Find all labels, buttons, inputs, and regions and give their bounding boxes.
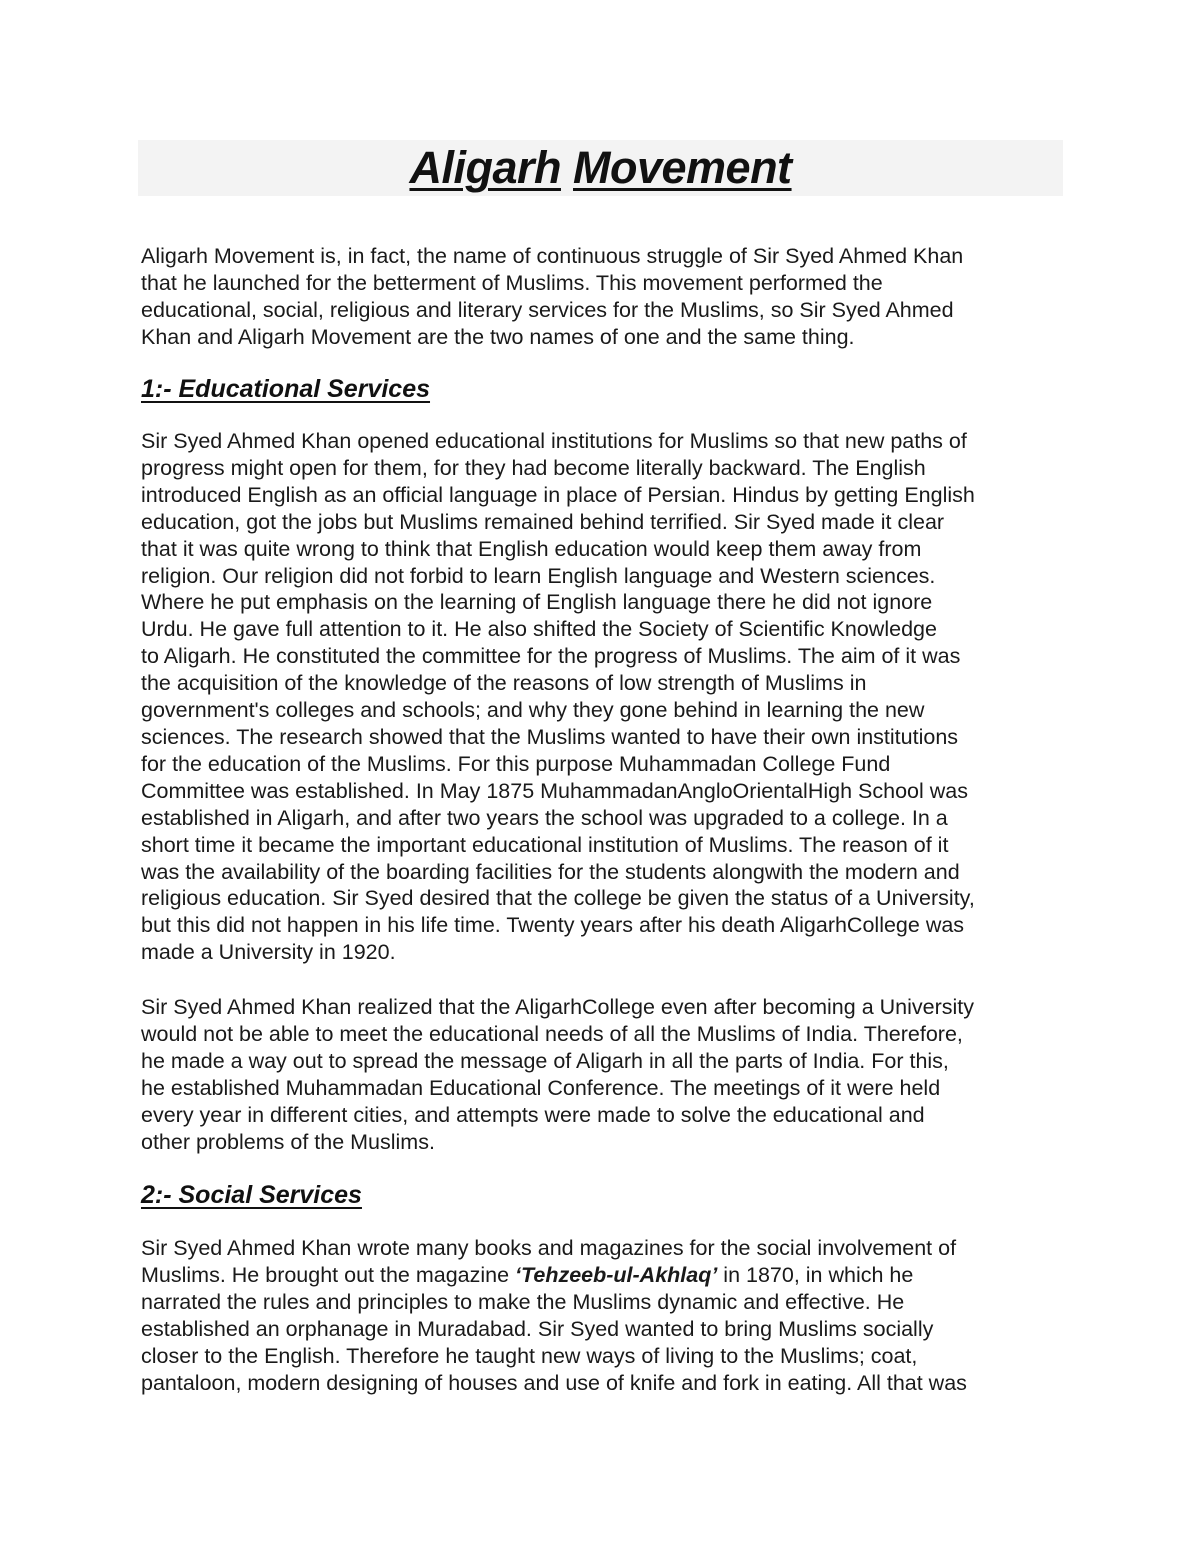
text-line: established an orphanage in Muradabad. Sir Syed wanted to bring Muslims socially: [141, 1316, 934, 1341]
text-line: Urdu. He gave full attention to it. He also shifted the Society of Scientific Knowledge: [141, 617, 937, 642]
magazine-title: ‘Tehzeeb-ul-Akhlaq’: [515, 1262, 718, 1287]
page-title: [409, 140, 791, 196]
text-line: made a University in 1920.: [141, 940, 396, 965]
text-line: but this did not happen in his life time. Twenty years after his death AligarhCollege was: [141, 913, 965, 938]
text-line: Sir Syed Ahmed Khan opened educational institutions for Muslims so that new paths of: [141, 429, 967, 453]
text-line: would not be able to meet the educational needs of all the Muslims of India. Therefore,: [141, 1021, 963, 1046]
text-line: short time it became the important educational institution of Muslims. The reason of it: [141, 832, 949, 857]
text-line: education, got the jobs but Muslims remained behind terrified. Sir Syed made it clear: [141, 509, 945, 534]
text-line: he made a way out to spread the message of Aligarh in all the parts of India. For this,: [141, 1048, 949, 1073]
title-word-movement: Movement: [573, 142, 792, 193]
text-line: Committee was established. In May 1875 MuhammadanAngloOrientalHigh School was: [141, 778, 968, 803]
text-line: Sir Syed Ahmed Khan wrote many books and magazines for the social involvement of: [141, 1236, 957, 1260]
text-line: Where he put emphasis on the learning of English language there he did not ignore: [141, 590, 933, 615]
text-line: Aligarh Movement is, in fact, the name of continuous struggle of Sir Syed Ahmed Khan: [141, 244, 964, 268]
text-line: established in Aligarh, and after two years the school was upgraded to a college. In a: [141, 805, 948, 830]
text-line: narrated the rules and principles to make the Muslims dynamic and effective. He: [141, 1289, 905, 1314]
text-line: that he launched for the betterment of Muslims. This movement performed the: [141, 270, 883, 295]
text-line: introduced English as an official language in place of Persian. Hindus by getting English: [141, 482, 975, 507]
text-line: educational, social, religious and literary services for the Muslims, so Sir Syed Ahmed: [141, 297, 954, 322]
text-line: other problems of the Muslims.: [141, 1129, 435, 1154]
text-line: government's colleges and schools; and why they gone behind in learning the new: [141, 698, 925, 723]
social-paragraph: [141, 1235, 967, 1396]
text-line: religion. Our religion did not forbid to learn English language and Western sciences.: [141, 563, 936, 588]
text-line: for the education of the Muslims. For this purpose Muhammadan College Fund: [141, 751, 891, 776]
text-line: pantaloon, modern designing of houses and use of knife and fork in eating. All that was: [141, 1370, 967, 1395]
text-line: progress might open for them, for they had become literally backward. The English: [141, 455, 926, 480]
title-band: [138, 140, 1063, 196]
text-line: to Aligarh. He constituted the committee for the progress of Muslims. The aim of it was: [141, 644, 961, 669]
line-segment: Muslims. He brought out the magazine: [141, 1262, 516, 1287]
text-line: closer to the English. Therefore he taught new ways of living to the Muslims; coat,: [141, 1343, 918, 1368]
text-line: religious education. Sir Syed desired that the college be given the status of a University,: [141, 886, 975, 911]
text-line: every year in different cities, and attempts were made to solve the educational and: [141, 1102, 925, 1127]
text-line-with-magazine: [141, 1262, 967, 1289]
intro-paragraph: [141, 243, 963, 351]
text-line: he established Muhammadan Educational Conference. The meetings of it were held: [141, 1075, 941, 1100]
text-line: that it was quite wrong to think that English education would keep them away from: [141, 536, 922, 561]
text-line: Khan and Aligarh Movement are the two names of one and the same thing.: [141, 324, 855, 349]
educational-paragraph-1: [141, 428, 975, 966]
title-word-aligarh: Aligarh: [409, 142, 561, 193]
educational-paragraph-2: [141, 994, 974, 1155]
line-segment: in 1870, in which he: [717, 1262, 914, 1287]
section-heading-educational: 1:- Educational Services: [141, 375, 431, 403]
text-line: the acquisition of the knowledge of the reasons of low strength of Muslims in: [141, 671, 867, 696]
text-line: was the availability of the boarding facilities for the students alongwith the modern and: [141, 859, 960, 884]
text-line: sciences. The research showed that the Muslims wanted to have their own institutions: [141, 724, 959, 749]
section-heading-social: 2:- Social Services: [141, 1181, 362, 1209]
text-line: Sir Syed Ahmed Khan realized that the AligarhCollege even after becoming a University: [141, 995, 974, 1019]
